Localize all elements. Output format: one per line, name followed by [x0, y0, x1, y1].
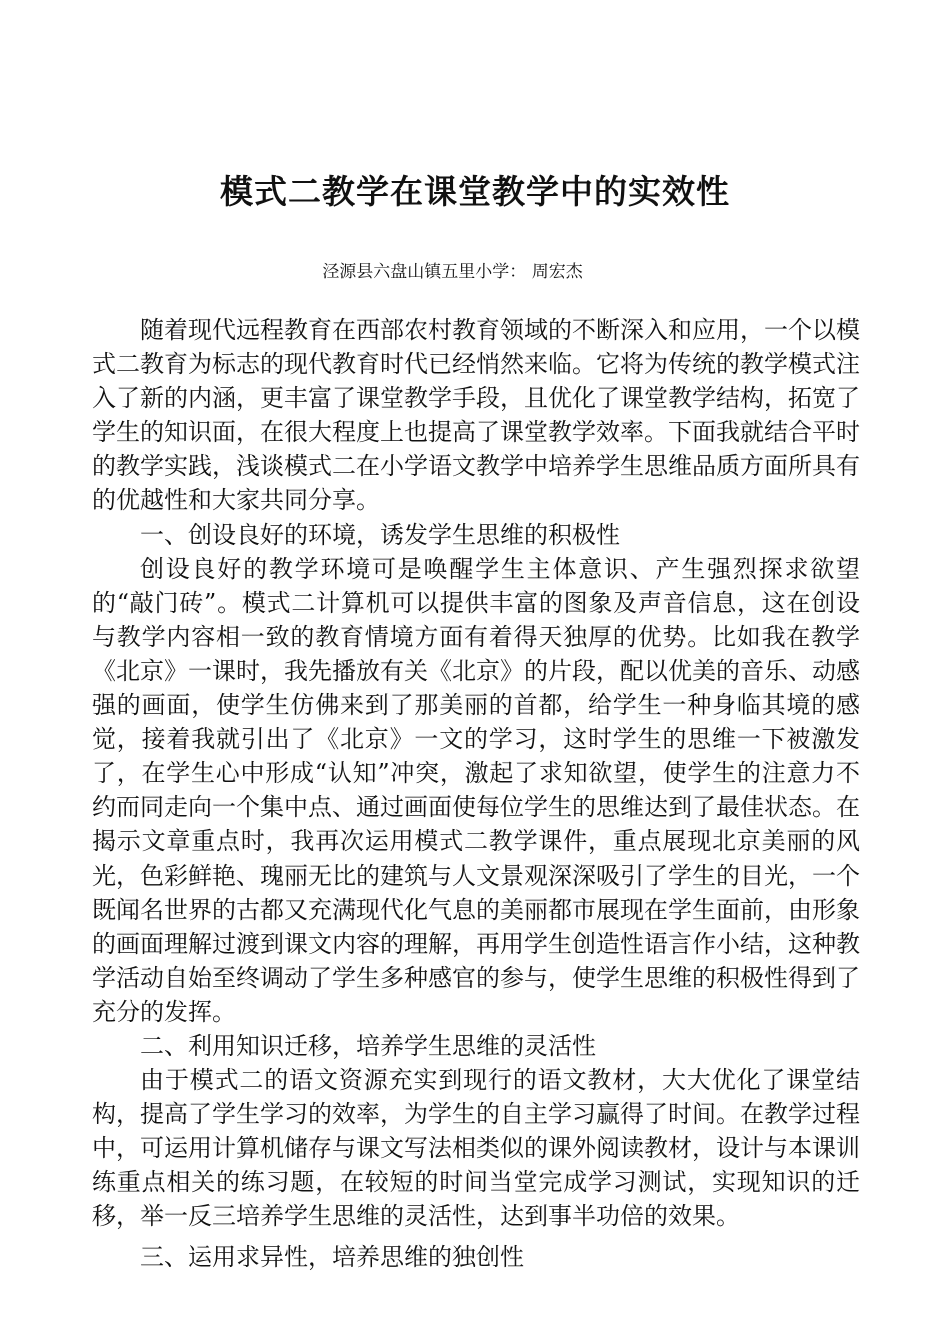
intro-paragraph: 随着现代远程教育在西部农村教育领域的不断深入和应用，一个以模式二教育为标志的现代教育时代已经悄然来临。它将为传统的教学模式注入了新的内涵，更丰富了课堂教学手段，且优化了课堂教学结构，拓宽了学生的知识面，在很大程度上也提高了课堂教学效率。下面我就结合平时的教学实践，浅谈模式二在小学语文教学中培养学生思维品质方面所具有的优越性和大家共同分享。	[92, 316, 860, 515]
section-heading-1: 一、创设良好的环境，诱发学生思维的积极性	[140, 520, 620, 549]
document-title: 模式二教学在课堂教学中的实效性	[220, 172, 730, 211]
author-byline: 泾源县六盘山镇五里小学： 周宏杰	[322, 262, 583, 282]
section-2-paragraph: 由于模式二的语文资源充实到现行的语文教材，大大优化了课堂结构，提高了学生学习的效率，为学生的自主学习赢得了时间。在教学过程中，可运用计算机储存与课文写法相类似的课外阅读教材，设计与本课训练重点相关的练习题，在较短的时间当堂完成学习测试，实现知识的迁移，举一反三培养学生思维的灵活性，达到事半功倍的效果。	[92, 1066, 860, 1231]
section-heading-3: 三、运用求异性，培养思维的独创性	[140, 1242, 524, 1271]
document-body	[92, 313, 860, 1274]
section-1-paragraph: 创设良好的教学环境可是唤醒学生主体意识、产生强烈探求欲望的“敲门砖”。模式二计算机可以提供丰富的图象及声音信息，这在创设与教学内容相一致的教育情境方面有着得天独厚的优势。比如我在教学《北京》一课时，我先播放有关《北京》的片段，配以优美的音乐、动感强的画面，使学生仿佛来到了那美丽的首都，给学生一种身临其境的感觉，接着我就引出了《北京》一文的学习，这时学生的思维一下被激发了，在学生心中形成“认知”冲突，激起了求知欲望，使学生的注意力不约而同走向一个集中点、通过画面使每位学生的思维达到了最佳状态。在揭示文章重点时，我再次运用模式二教学课件，重点展现北京美丽的风光，色彩鲜艳、瑰丽无比的建筑与人文景观深深吸引了学生的目光，一个既闻名世界的古都又充满现代化气息的美丽都市展现在学生面前，由形象的画面理解过渡到课文内容的理解，再用学生创造性语言作小结，这种教学活动自始至终调动了学生多种感官的参与，使学生思维的积极性得到了充分的发挥。	[92, 554, 860, 1026]
section-heading-2: 二、利用知识迁移，培养学生思维的灵活性	[140, 1031, 596, 1060]
